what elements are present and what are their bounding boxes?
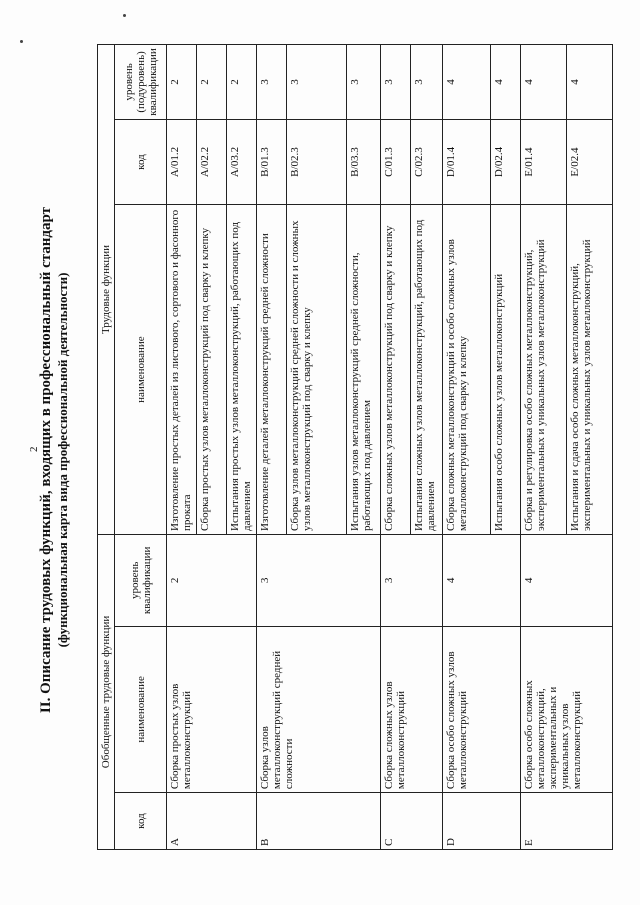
document-title: II. Описание трудовых функций, входящих в профессиональный стандарт bbox=[38, 206, 54, 714]
rotated-content bbox=[38, 40, 593, 880]
function-code: C/02.3 bbox=[411, 119, 443, 204]
function-code: E/01.4 bbox=[521, 119, 567, 204]
table-row bbox=[381, 45, 411, 850]
header-labor-functions: Трудовые функции bbox=[98, 45, 115, 535]
generalized-name: Сборка узлов металлоконструкций средней сложности bbox=[257, 626, 381, 792]
function-code: E/02.4 bbox=[567, 119, 613, 204]
table-body bbox=[167, 45, 613, 850]
generalized-level: 3 bbox=[381, 534, 443, 626]
function-level: 2 bbox=[227, 45, 257, 120]
functional-map-table bbox=[97, 44, 613, 850]
function-code: B/01.3 bbox=[257, 119, 287, 204]
generalized-name: Сборка сложных узлов металлоконструкций bbox=[381, 626, 443, 792]
header-name: наименование bbox=[115, 626, 167, 792]
function-code: D/01.4 bbox=[443, 119, 491, 204]
generalized-code: D bbox=[443, 793, 521, 850]
header-generalized: Обобщенные трудовые функции bbox=[98, 534, 115, 849]
header-code: код bbox=[115, 793, 167, 850]
table-row bbox=[167, 45, 197, 850]
generalized-name: Сборка особо сложных узлов металлоконструкций bbox=[443, 626, 521, 792]
scan-speck bbox=[20, 40, 23, 43]
generalized-level: 3 bbox=[257, 534, 381, 626]
function-level: 4 bbox=[443, 45, 491, 120]
generalized-level: 2 bbox=[167, 534, 257, 626]
function-name: Испытания и сдача особо сложных металлоконструкций, экспериментальных и уникальных узлов металлоконструкций bbox=[567, 205, 613, 535]
function-level: 3 bbox=[381, 45, 411, 120]
generalized-code: A bbox=[167, 793, 257, 850]
function-name: Сборка простых узлов металлоконструкций под сварку и клепку bbox=[197, 205, 227, 535]
function-level: 2 bbox=[197, 45, 227, 120]
generalized-code: B bbox=[257, 793, 381, 850]
function-name: Сборка и регулировка особо сложных металлоконструкций, экспериментальных и уникальных узлов металлоконструкций bbox=[521, 205, 567, 535]
page-number: 2 bbox=[28, 446, 40, 452]
function-code: A/02.2 bbox=[197, 119, 227, 204]
function-level: 3 bbox=[347, 45, 381, 120]
function-code: A/01.2 bbox=[167, 119, 197, 204]
function-level: 3 bbox=[411, 45, 443, 120]
table-row bbox=[443, 45, 491, 850]
function-name: Испытания узлов металлоконструкций средней сложности, работающих под давлением bbox=[347, 205, 381, 535]
generalized-name: Сборка особо сложных металлоконструкций, экспериментальных и уникальных узлов металлоконструкций bbox=[521, 626, 613, 792]
function-name: Изготовление простых деталей из листового, сортового и фасонного проката bbox=[167, 205, 197, 535]
header-function-code: код bbox=[115, 119, 167, 204]
scan-speck bbox=[123, 14, 126, 17]
generalized-level: 4 bbox=[443, 534, 521, 626]
header-level: уровень квалификации bbox=[115, 534, 167, 626]
function-level: 2 bbox=[167, 45, 197, 120]
function-code: B/02.3 bbox=[287, 119, 347, 204]
function-name: Сборка сложных металлоконструкций и особо сложных узлов металлоконструкций под сварку и клепку bbox=[443, 205, 491, 535]
function-name: Испытания простых узлов металлоконструкций, работающих под давлением bbox=[227, 205, 257, 535]
generalized-level: 4 bbox=[521, 534, 613, 626]
header-sublevel: уровень (подуровень) квалификации bbox=[115, 45, 167, 120]
function-level: 4 bbox=[521, 45, 567, 120]
function-code: B/03.3 bbox=[347, 119, 381, 204]
generalized-code: E bbox=[521, 793, 613, 850]
table-row bbox=[257, 45, 287, 850]
function-name: Сборка узлов металлоконструкций средней сложности и сложных узлов металлоконструкций под сварку и клепку bbox=[287, 205, 347, 535]
function-code: C/01.3 bbox=[381, 119, 411, 204]
function-level: 3 bbox=[257, 45, 287, 120]
document-subtitle: (функциональная карта вида профессиональной деятельности) bbox=[55, 272, 70, 648]
function-code: D/02.4 bbox=[491, 119, 521, 204]
function-name: Изготовление деталей металлоконструкций средней сложности bbox=[257, 205, 287, 535]
generalized-code: C bbox=[381, 793, 443, 850]
function-code: A/03.2 bbox=[227, 119, 257, 204]
table-row bbox=[521, 45, 567, 850]
generalized-name: Сборка простых узлов металлоконструкций bbox=[167, 626, 257, 792]
function-name: Испытания сложных узлов металлоконструкций, работающих под давлением bbox=[411, 205, 443, 535]
function-level: 3 bbox=[287, 45, 347, 120]
function-level: 4 bbox=[567, 45, 613, 120]
function-name: Испытания особо сложных узлов металлоконструкций bbox=[491, 205, 521, 535]
function-level: 4 bbox=[491, 45, 521, 120]
header-function-name: наименование bbox=[115, 205, 167, 535]
function-name: Сборка сложных узлов металлоконструкций под сварку и клепку bbox=[381, 205, 411, 535]
